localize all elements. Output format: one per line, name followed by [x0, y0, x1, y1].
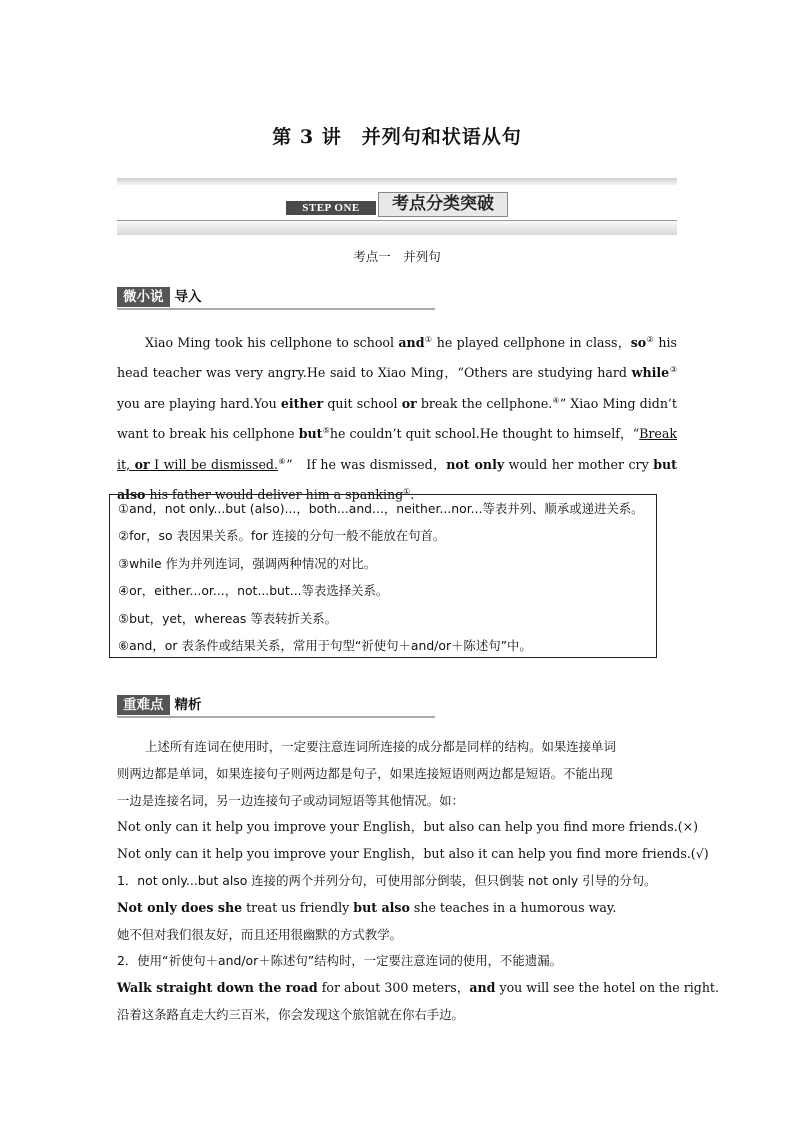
analysis-line: 上述所有连词在使用时，一定要注意连词所连接的成分都是同样的结构。如果连接单词 — [145, 739, 616, 754]
story-paragraph: Xiao Ming took his cellphone to school and① he played cellphone in class，so② his head teacher was very angry.He said to Xiao Ming，“Others are studying hard while③ you are playing hard.You either quit school or break the cellphone.④” Xiao Ming didn’t want to break his cellphone but⑤he couldn’t quit school.He thought to himself，“Break it, or I will be dismissed.⑥” If he was dismissed，not only would her mother cry but also his father would deliver him a spanking①. — [117, 335, 678, 503]
step-heading: 考点分类突破 — [378, 192, 508, 217]
point-1: 1．not only...but also 连接的两个并列分句，可使用部分倒装，但只倒装 not only 引导的分句。 — [117, 872, 657, 888]
note-line: ②for，so 表因果关系。for 连接的分句一般不能放在句首。 — [118, 528, 446, 544]
note-line: ⑥and，or 表条件或结果关系，常用于句型“祈使句＋and/or＋陈述句”中。 — [118, 638, 532, 654]
note-line: ③while 作为并列连词，强调两种情况的对比。 — [118, 555, 377, 571]
banner-top-bar — [117, 178, 677, 185]
banner-bottom-bar — [117, 220, 677, 235]
analysis-line: 一边是连接名词，另一边连接句子或动词短语等其他情况。如： — [117, 792, 464, 808]
section-subtitle: 考点一 并列句 — [353, 249, 441, 264]
step-label: STEP ONE — [286, 201, 376, 215]
note-line: ⑤but，yet，whereas 等表转折关系。 — [118, 610, 338, 626]
analysis-body — [117, 734, 719, 1029]
analysis-line: 则两边都是单词，如果连接句子则两边都是句子，如果连接短语则两边都是短语。不能出现 — [117, 765, 613, 781]
example-right: Not only can it help you improve your English，but also it can help you find more friends.(√) — [117, 846, 709, 862]
example-1: Not only does she treat us friendly but also she teaches in a humorous way. — [117, 899, 617, 915]
point-2: 2．使用“祈使句＋and/or＋陈述句”结构时，一定要注意连词的使用，不能遗漏。 — [117, 953, 562, 969]
note-line: ①and，not only...but (also)...，both...and...，neither...nor...等表并列、顺承或递进关系。 — [118, 501, 644, 516]
page-title: 第 3 讲 并列句和状语从句 — [272, 126, 522, 148]
example-1-translation: 她不但对我们很友好，而且还用很幽默的方式教学。 — [117, 926, 402, 942]
tag-underline — [117, 308, 435, 310]
tag-dark-label: 微小说 — [117, 287, 170, 307]
example-wrong: Not only can it help you improve your English，but also can help you find more friends.(×) — [117, 819, 699, 835]
tag-light-label: 导入 — [174, 289, 202, 305]
example-2: Walk straight down the road for about 300 meters，and you will see the hotel on the right. — [117, 980, 719, 996]
section-tag-intro — [117, 287, 202, 307]
tag-light-label: 精析 — [174, 697, 202, 713]
section-tag-analysis — [117, 695, 202, 715]
tag-underline — [117, 716, 435, 718]
note-line: ④or，either...or...，not...but...等表选择关系。 — [118, 583, 389, 599]
notes-box — [109, 494, 657, 658]
tag-dark-label: 重难点 — [117, 695, 170, 715]
step-banner — [286, 192, 508, 216]
example-2-translation: 沿着这条路直走大约三百米，你会发现这个旅馆就在你右手边。 — [117, 1006, 464, 1022]
